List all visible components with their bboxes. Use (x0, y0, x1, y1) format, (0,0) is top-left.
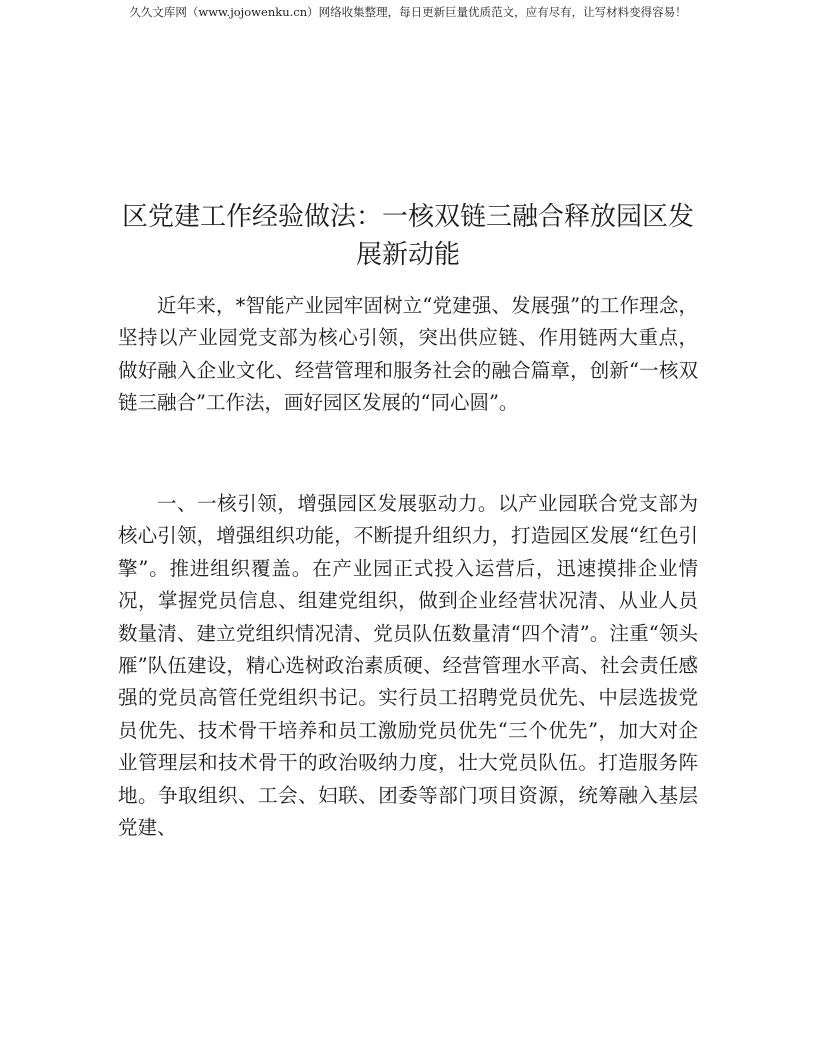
header-note: 久久文库网（www.jojowenku.cn）网络收集整理，每日更新巨量优质范文，应有尽有，让写材料变得容易！ (129, 5, 687, 19)
paragraph: 近年来，*智能产业园牢固树立“党建强、发展强”的工作理念，坚持以产业园党支部为核心引领，突出供应链、作用链两大重点，做好融入企业文化、经营管理和服务社会的融合篇章，创新“一核双链三融合”工作法，画好园区发展的“同心圆”。 (118, 294, 698, 415)
paragraph: 一、一核引领，增强园区发展驱动力。以产业园联合党支部为核心引领，增强组织功能，不断提升组织力，打造园区发展“红色引擎”。推进组织覆盖。在产业园正式投入运营后，迅速摸排企业情况，掌握党员信息、组建党组织，做到企业经营状况清、从业人员数量清、建立党组织情况清、党员队伍数量清“四个清”。注重“领头雁”队伍建设，精心选树政治素质硬、经营管理水平高、社会责任感强的党员高管任党组织书记。实行员工招聘党员优先、中层选拔党员优先、技术骨干培养和员工激励党员优先“三个优先”，加大对企业管理层和技术骨干的政治吸纳力度，壮大党员队伍。打造服务阵地。争取组织、工会、妇联、团委等部门项目资源，统筹融入基层党建、 (118, 492, 698, 840)
document-title: 区党建工作经验做法：一核双链三融合释放园区发展新动能 (121, 202, 694, 270)
